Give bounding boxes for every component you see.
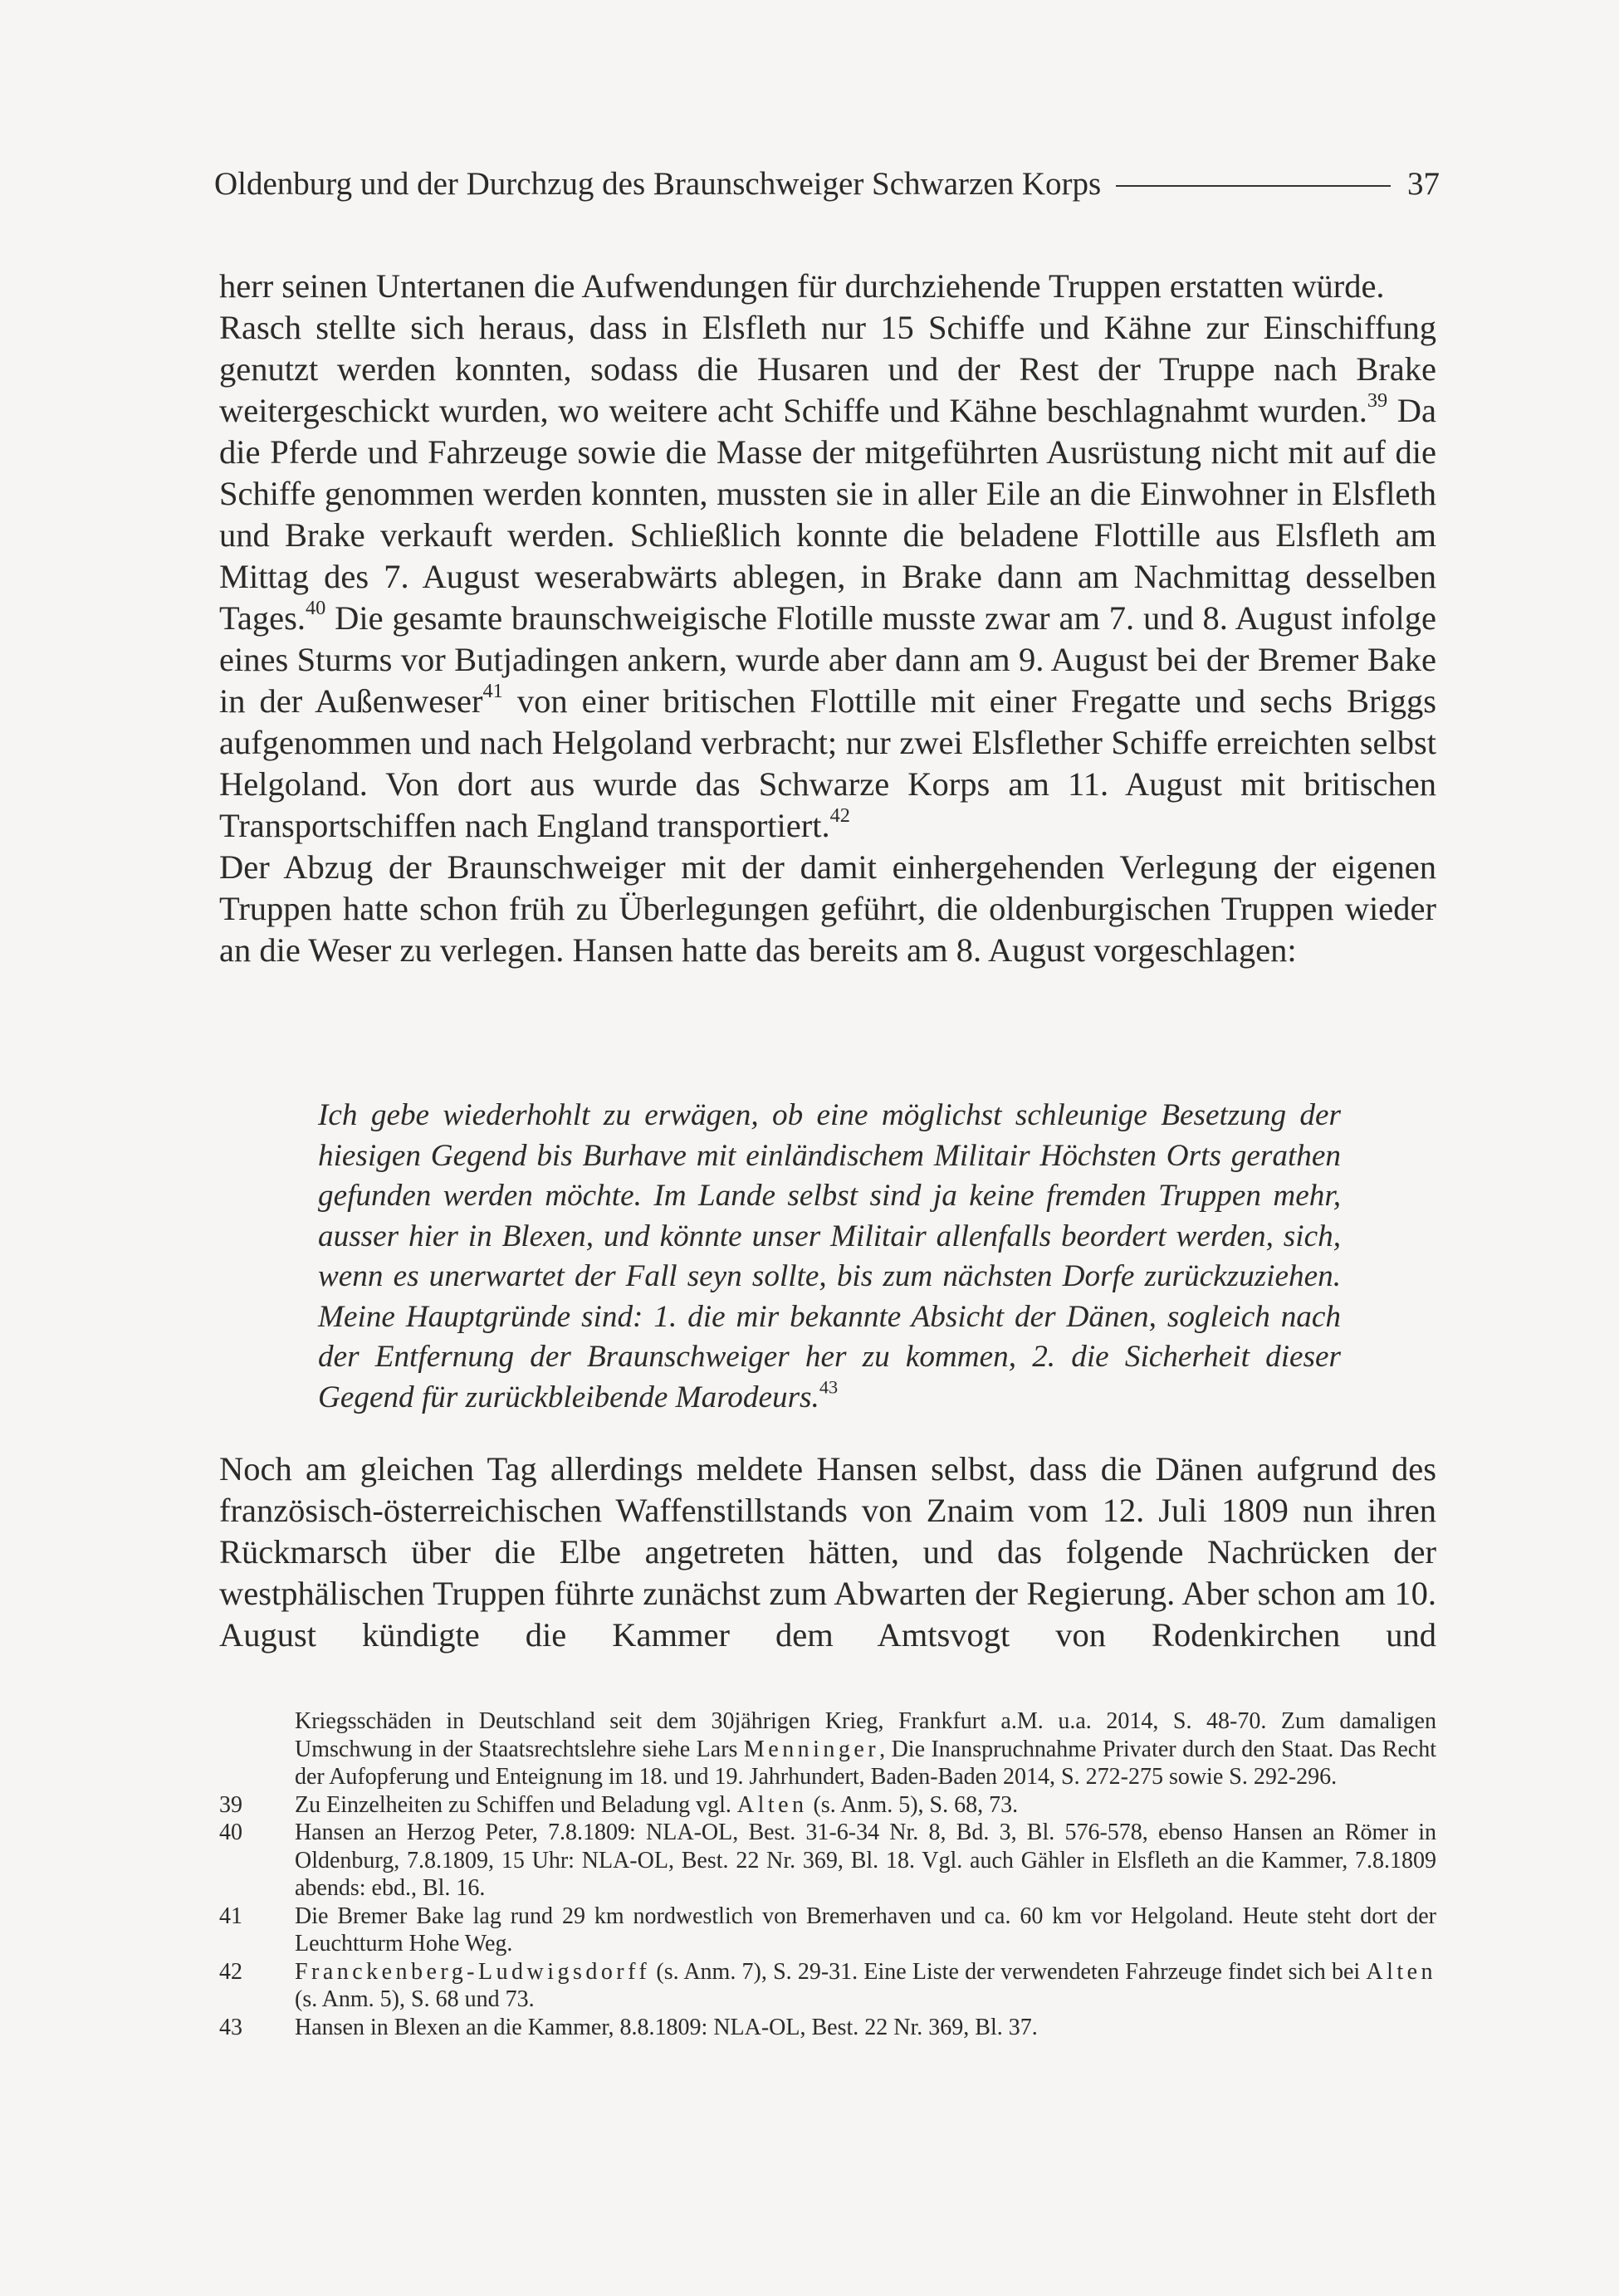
footnote-ref-42[interactable]: 42 — [829, 804, 850, 827]
paragraph: herr seinen Untertanen die Aufwendungen für durchziehende Truppen erstatten würde. — [219, 267, 1385, 305]
header-rule — [1116, 185, 1391, 187]
main-text-continued — [219, 1448, 1436, 1698]
footnote-text: Hansen in Blexen an die Kammer, 8.8.1809: NLA-OL, Best. 22 Nr. 369, Bl. 37. — [295, 2014, 1038, 2040]
text-run: (s. Anm. 7), S. 29-31. Eine Liste der verwendeten Fahrzeuge findet sich bei — [650, 1958, 1367, 1985]
text-run: Kriegsschäden in Deutschland seit dem 30jährigen Krieg, Frankfurt a.M. u.a. 2014, S. 48-70. Zum damaligen Umschwung in der Staatsrechtslehre siehe Lars — [295, 1708, 1436, 1762]
footnote-number: 42 — [219, 1958, 242, 1985]
footnote-text — [295, 1958, 1436, 2014]
running-header — [214, 163, 1440, 204]
footnotes — [219, 1707, 1436, 2041]
text-run: (s. Anm. 5), S. 68 und 73. — [295, 1986, 535, 2012]
running-title: Oldenburg und der Durchzug des Braunschweiger Schwarzen Korps — [214, 165, 1102, 202]
page-number: 37 — [1407, 165, 1440, 202]
text-run: Da die Pferde und Fahrzeuge sowie die Masse der mitgeführten Ausrüstung nicht mit auf die Schiffe genommen werden konnten, mussten sie in aller Eile an die Einwohner in Elsfleth und Brake verkauft werden. Schließlich konnte die beladene Flottille aus Elsfleth am Mittag des 7. August weserabwärts ablegen, in Brake dann am Nachmittag desselben Tages. — [219, 392, 1436, 637]
text-run: Die gesamte braunschweigische Flotille musste zwar am 7. und 8. August infolge eines Sturms vor Butjadingen ankern, wurde aber dann am 9. August bei der Bremer Bake in der Außenweser — [219, 599, 1436, 720]
quote-text: Ich gebe wiederhohlt zu erwägen, ob eine möglichst schleunige Besetzung der hiesigen Gegend bis Burhave mit einländischem Militair Höchsten Orts gerathen gefunden werden möchte. Im Lande selbst sind ja keine fremden Truppen mehr, ausser hier in Blexen, und könnte unser Militair allenfalls beordert werden, sich, wenn es unerwartet der Fall seyn sollte, bis zum nächsten Dorfe zurückzuziehen. Meine Hauptgründe sind: 1. die mir bekannte Absicht der Dänen, sogleich nach der Entfernung der Braunschweiger her zu kommen, 2. die Sicherheit dieser Gegend für zurückbleibende Marodeurs. — [318, 1098, 1341, 1414]
text-run: Zu Einzelheiten zu Schiffen und Beladung vgl. — [295, 1791, 737, 1818]
paragraph: Noch am gleichen Tag allerdings meldete Hansen selbst, dass die Dänen aufgrund des französisch-österreichischen Waffenstillstands von Znaim vom 12. Juli 1809 nun ihren Rückmarsch über die Elbe angetreten hätten, und das folgende Nachrücken der westphälischen Truppen führte zunächst zum Abwarten der Regierung. Aber schon am 10. August kündigte die Kammer dem Amtsvogt von Rodenkirchen und — [219, 1450, 1436, 1654]
footnote-41 — [219, 1903, 1436, 1958]
text-run: (s. Anm. 5), S. 68, 73. — [807, 1791, 1019, 1818]
text-run: von einer britischen Flottille mit einer Fregatte und sechs Briggs aufgenommen und nach Helgoland verbracht; nur zwei Elsflether Schiffe erreichten selbst Helgoland. Von dort aus wurde das Schwarze Korps am 11. August mit britischen Transportschiffen nach England transportiert. — [219, 682, 1437, 844]
footnote-number: 40 — [219, 1820, 242, 1845]
author-name: Alten — [1366, 1958, 1436, 1985]
footnote-continuation — [219, 1707, 1436, 1791]
author-name: Franckenberg-Ludwigsdorff — [295, 1958, 651, 1985]
footnote-40 — [219, 1819, 1436, 1903]
footnote-ref-43[interactable]: 43 — [819, 1375, 839, 1397]
footnote-text: Hansen an Herzog Peter, 7.8.1809: NLA-OL, Best. 31-6-34 Nr. 8, Bd. 3, Bl. 576-578, ebenso Hansen an Römer in Oldenburg, 7.8.1809, 15 Uhr: NLA-OL, Best. 22 Nr. 369, Bl. 18. Vgl. auch Gähler in Elsfleth an die Kammer, 7.8.1809 abends: ebd., Bl. 16. — [295, 1820, 1436, 1901]
paragraph — [219, 307, 1436, 847]
block-quote — [318, 1096, 1341, 1418]
footnote-number: 39 — [219, 1791, 242, 1818]
footnote-43 — [219, 2014, 1436, 2042]
main-text — [219, 266, 1436, 971]
footnote-39 — [219, 1791, 1436, 1820]
footnote-ref-41[interactable]: 41 — [482, 679, 503, 702]
footnote-text — [295, 1791, 1436, 1820]
footnote-42 — [219, 1958, 1436, 2014]
text-run: , Die Inanspruchnahme Privater durch den Staat. Das Recht der Aufopferung und Enteignung im 18. und 19. Jahrhundert, Baden-Baden 2014, S. 272-275 sowie S. 292-296. — [295, 1736, 1436, 1790]
text-run: Rasch stellte sich heraus, dass in Elsfleth nur 15 Schiffe und Kähne zur Einschiffung genutzt werden konnten, sodass die Husaren und der Rest der Truppe nach Brake weitergeschickt wurden, wo weitere acht Schiffe und Kähne beschlagnahmt wurden. — [219, 309, 1436, 429]
author-name: Menninger — [743, 1736, 880, 1762]
footnote-number: 43 — [219, 2014, 242, 2040]
author-name: Alten — [736, 1791, 808, 1818]
footnote-ref-39[interactable]: 39 — [1367, 388, 1388, 412]
footnote-text: Die Bremer Bake lag rund 29 km nordwestlich von Bremerhaven und ca. 60 km vor Helgoland. Heute steht dort der Leuchtturm Hohe Weg. — [295, 1903, 1436, 1956]
footnote-ref-40[interactable]: 40 — [306, 596, 326, 619]
footnote-number: 41 — [219, 1903, 242, 1929]
paragraph: Der Abzug der Braunschweiger mit der damit einhergehenden Verlegung der eigenen Truppen hatte schon früh zu Überlegungen geführt, die oldenburgischen Truppen wieder an die Weser zu verlegen. Hansen hatte das bereits am 8. August vorgeschlagen: — [219, 848, 1436, 969]
